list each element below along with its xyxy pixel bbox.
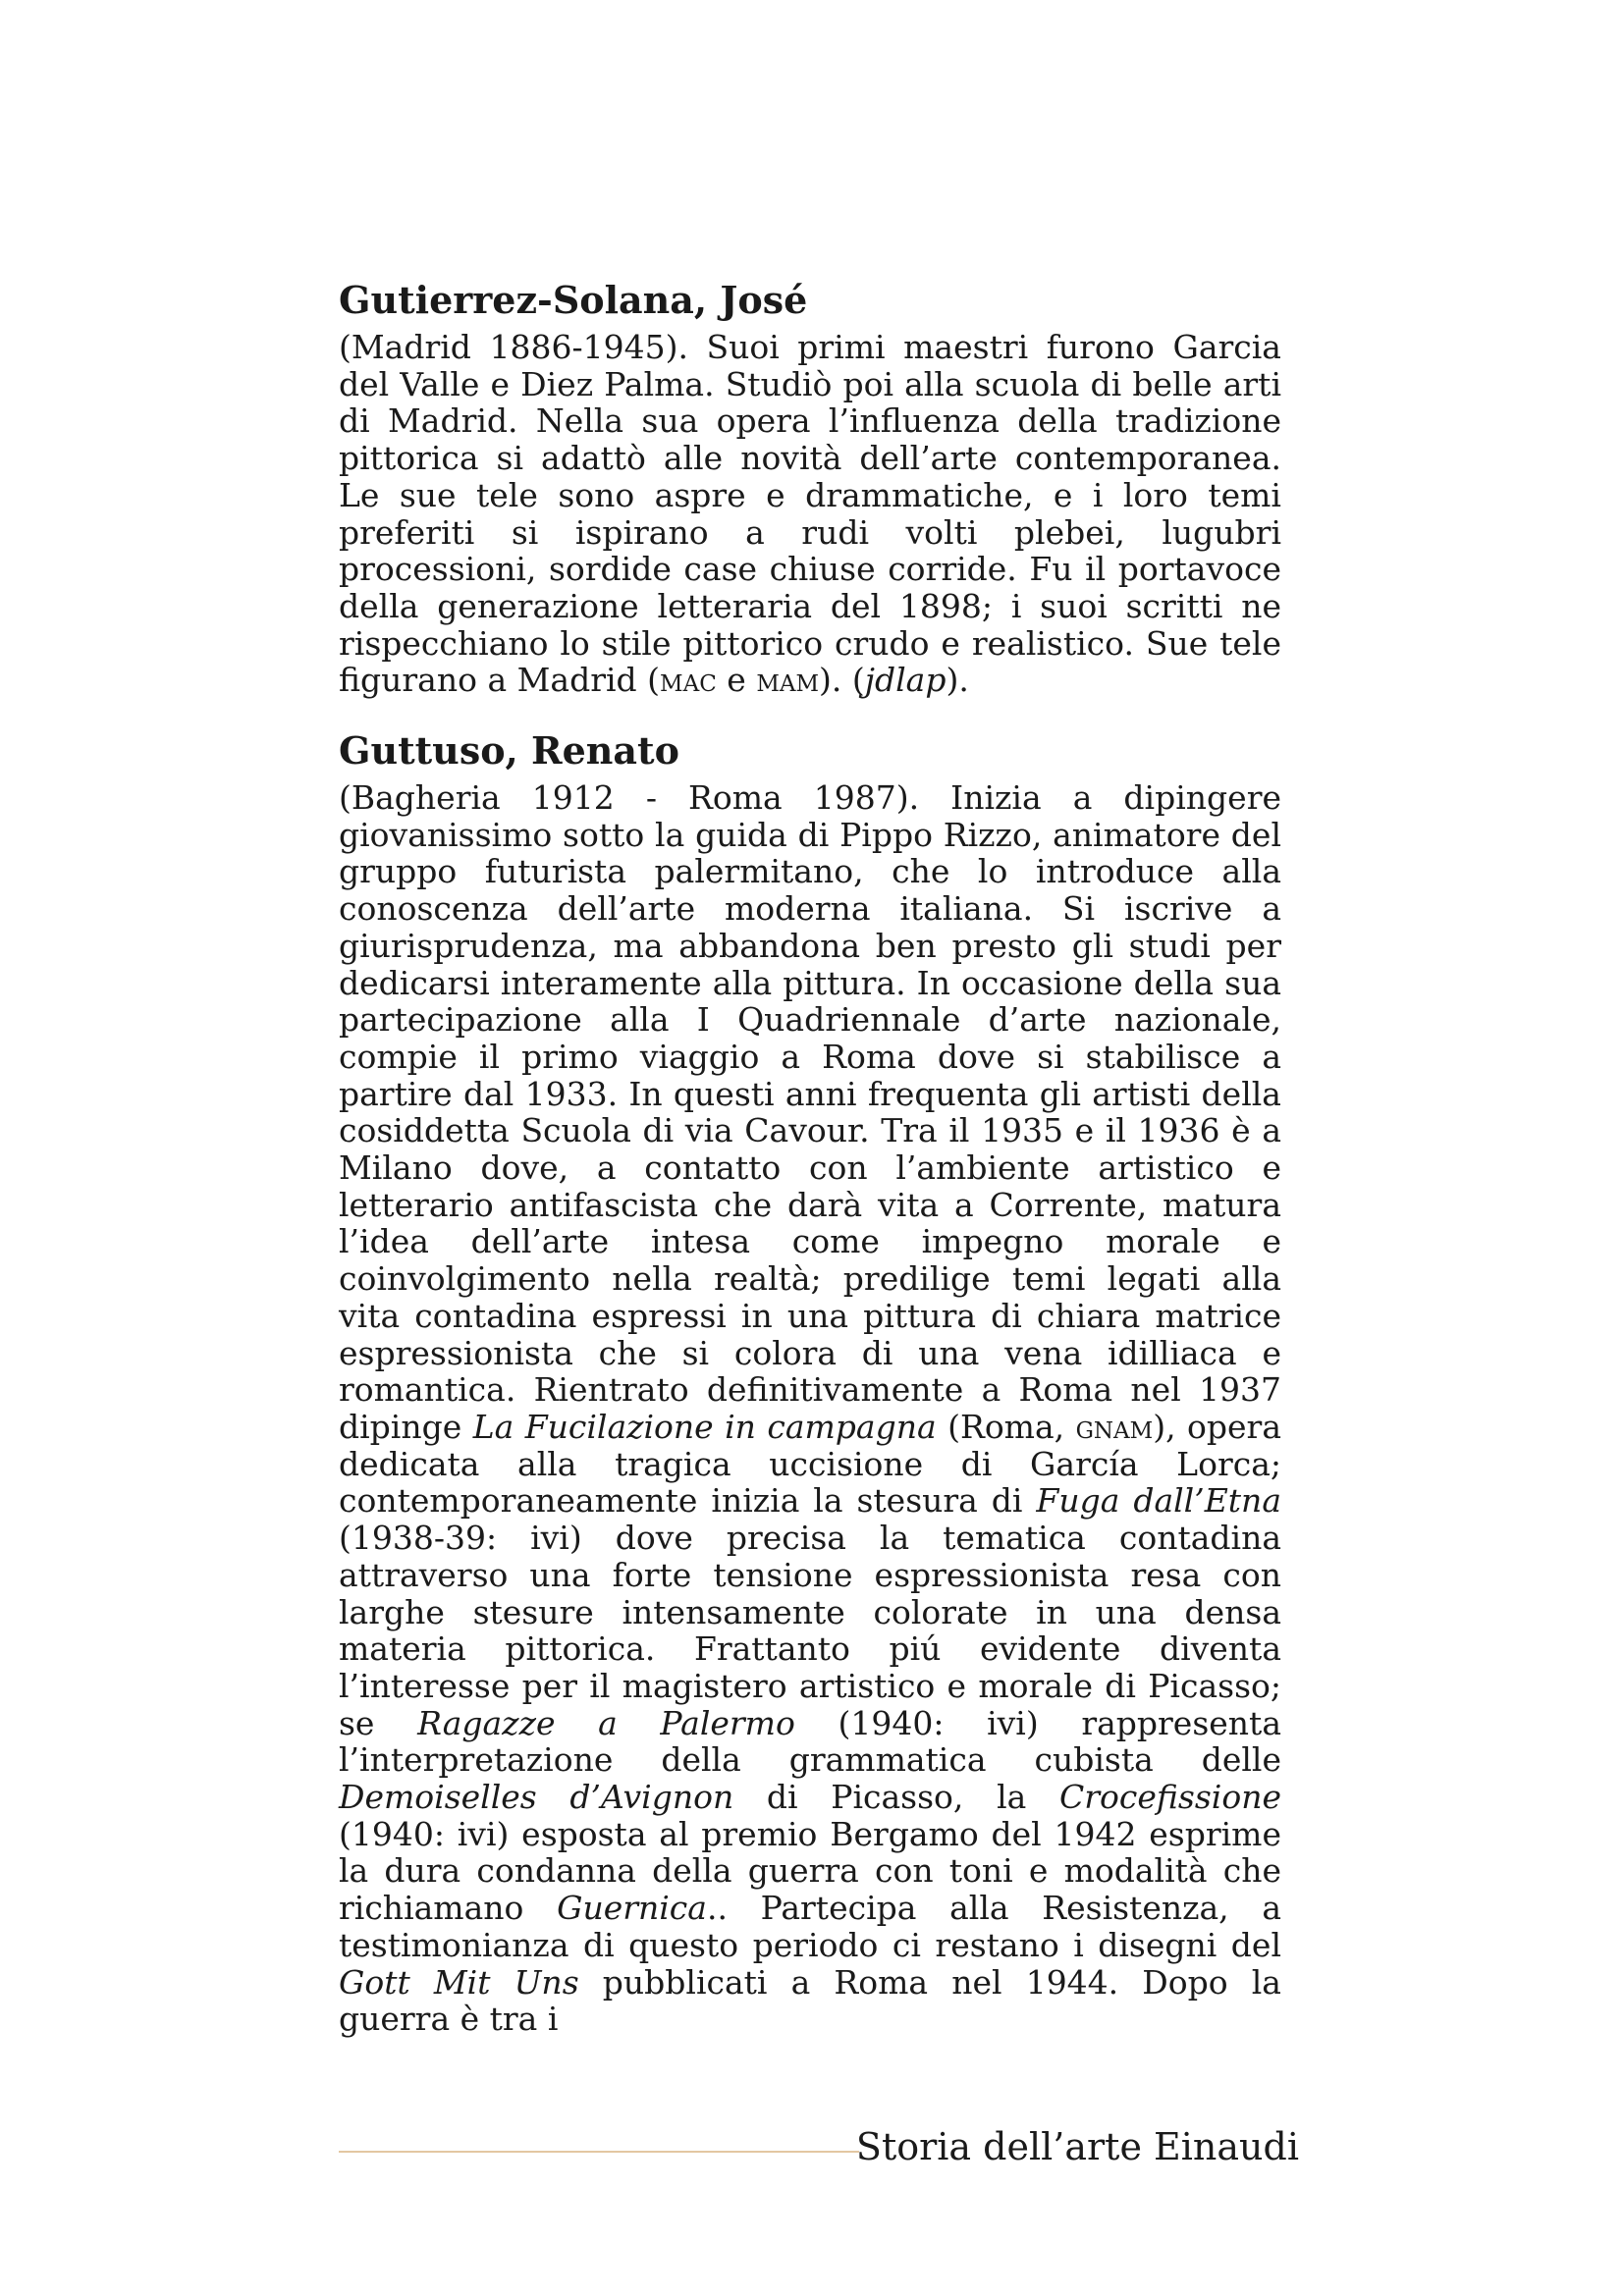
body-text: (Madrid 1886-1945). Suoi primi maestri furono Garcia del Valle e Diez Palma. Studiò poi alla scuola di belle arti di Madrid. Nella sua opera l’influenza della tradizione pittorica si adattò alle novità dell’arte contemporanea. Le sue tele sono aspre e drammatiche, e i loro temi preferiti si ispirano a rudi volti plebei, lugubri processioni, sordide case chiuse corride. Fu il portavoce della generazione letteraria del 1898; i suoi scritti ne rispecchiano lo stile pittorico crudo e realistico. Sue tele figurano a Madrid (	[339, 328, 1281, 700]
body-text: (1938-39: ivi) dove precisa la tematica contadina attraverso una forte tensione espressionista resa con larghe stesure intensamente colorate in una densa materia pittorica. Frattanto piú evidente diventa l’interesse per il magistero artistico e morale di Picasso; se	[339, 1519, 1281, 1742]
body-text: di Picasso, la	[733, 1778, 1059, 1817]
italic-title-text: Crocefissione	[1059, 1778, 1281, 1817]
italic-title-text: Gott Mit Uns	[339, 1962, 579, 2002]
entry-body	[339, 779, 1281, 2038]
abbreviation-text: mam	[756, 661, 820, 700]
entry-gutierrez-solana	[339, 278, 1281, 699]
body-text: (Bagheria 1912 - Roma 1987). Inizia a dipingere giovanissimo sotto la guida di Pippo Rizzo, animatore del gruppo futurista palermitano, che lo introduce alla conoscenza dell’arte moderna italiana. Si iscrive a giurisprudenza, ma abbandona ben presto gli studi per dedicarsi interamente alla pittura. In occasione della sua partecipazione alla I Quadriennale d’arte nazionale, compie il primo viaggio a Roma dove si stabilisce a partire dal 1933. In questi anni frequenta gli artisti della cosiddetta Scuola di via Cavour. Tra il 1935 e il 1936 è a Milano dove, a contatto con l’ambiente artistico e letterario antifascista che darà vita a Corrente, matura l’idea dell’arte intesa come impegno morale e coinvolgimento nella realtà; predilige temi legati alla vita contadina espressi in una pittura di chiara matrice espressionista che si colora di una vena idilliaca e romantica. Rientrato definitivamente a Roma nel 1937 dipinge	[339, 778, 1281, 1446]
italic-title-text: Demoiselles d’Avignon	[339, 1778, 734, 1817]
italic-title-text: Ragazze a Palermo	[417, 1703, 795, 1742]
body-text: pubblicati a Roma nel 1944. Dopo la guerra è tra i	[339, 1962, 1281, 2039]
body-text: ). (	[819, 661, 865, 700]
italic-title-text: Fuga dall’Etna	[1036, 1481, 1281, 1521]
body-text: ), opera dedicata alla tragica uccisione di García Lorca; contemporaneamente inizia la stesura di	[339, 1407, 1281, 1521]
body-text: (1940: ivi) esposta al premio Bergamo del 1942 esprime la dura condanna della guerra con toni e modalità che richiamano	[339, 1814, 1281, 1928]
italic-title-text: La Fucilazione in campagna	[472, 1407, 937, 1446]
abbreviation-text: gnam	[1075, 1407, 1154, 1446]
abbreviation-text: mac	[660, 661, 717, 700]
entry-title: Guttuso, Renato	[339, 728, 679, 774]
italic-title-text: Guernica	[557, 1889, 707, 1928]
body-text: (Roma,	[936, 1407, 1076, 1446]
entry-body	[339, 329, 1281, 699]
body-text: e	[716, 661, 757, 700]
footer-divider	[339, 2151, 859, 2153]
footer-publication-title: Storia dell’arte Einaudi	[855, 2125, 1299, 2168]
text-column	[339, 278, 1281, 2067]
entry-guttuso	[339, 728, 1281, 2038]
body-text: (1940: ivi) rappresenta l’interpretazione della grammatica cubista delle	[339, 1703, 1281, 1780]
entry-title: Gutierrez-Solana, José	[339, 278, 808, 322]
body-text: ).	[946, 661, 969, 700]
italic-title-text: jdlap	[864, 661, 947, 700]
body-text: .. Partecipa alla Resistenza, a testimonianza di questo periodo ci restano i disegni del	[339, 1889, 1282, 1964]
